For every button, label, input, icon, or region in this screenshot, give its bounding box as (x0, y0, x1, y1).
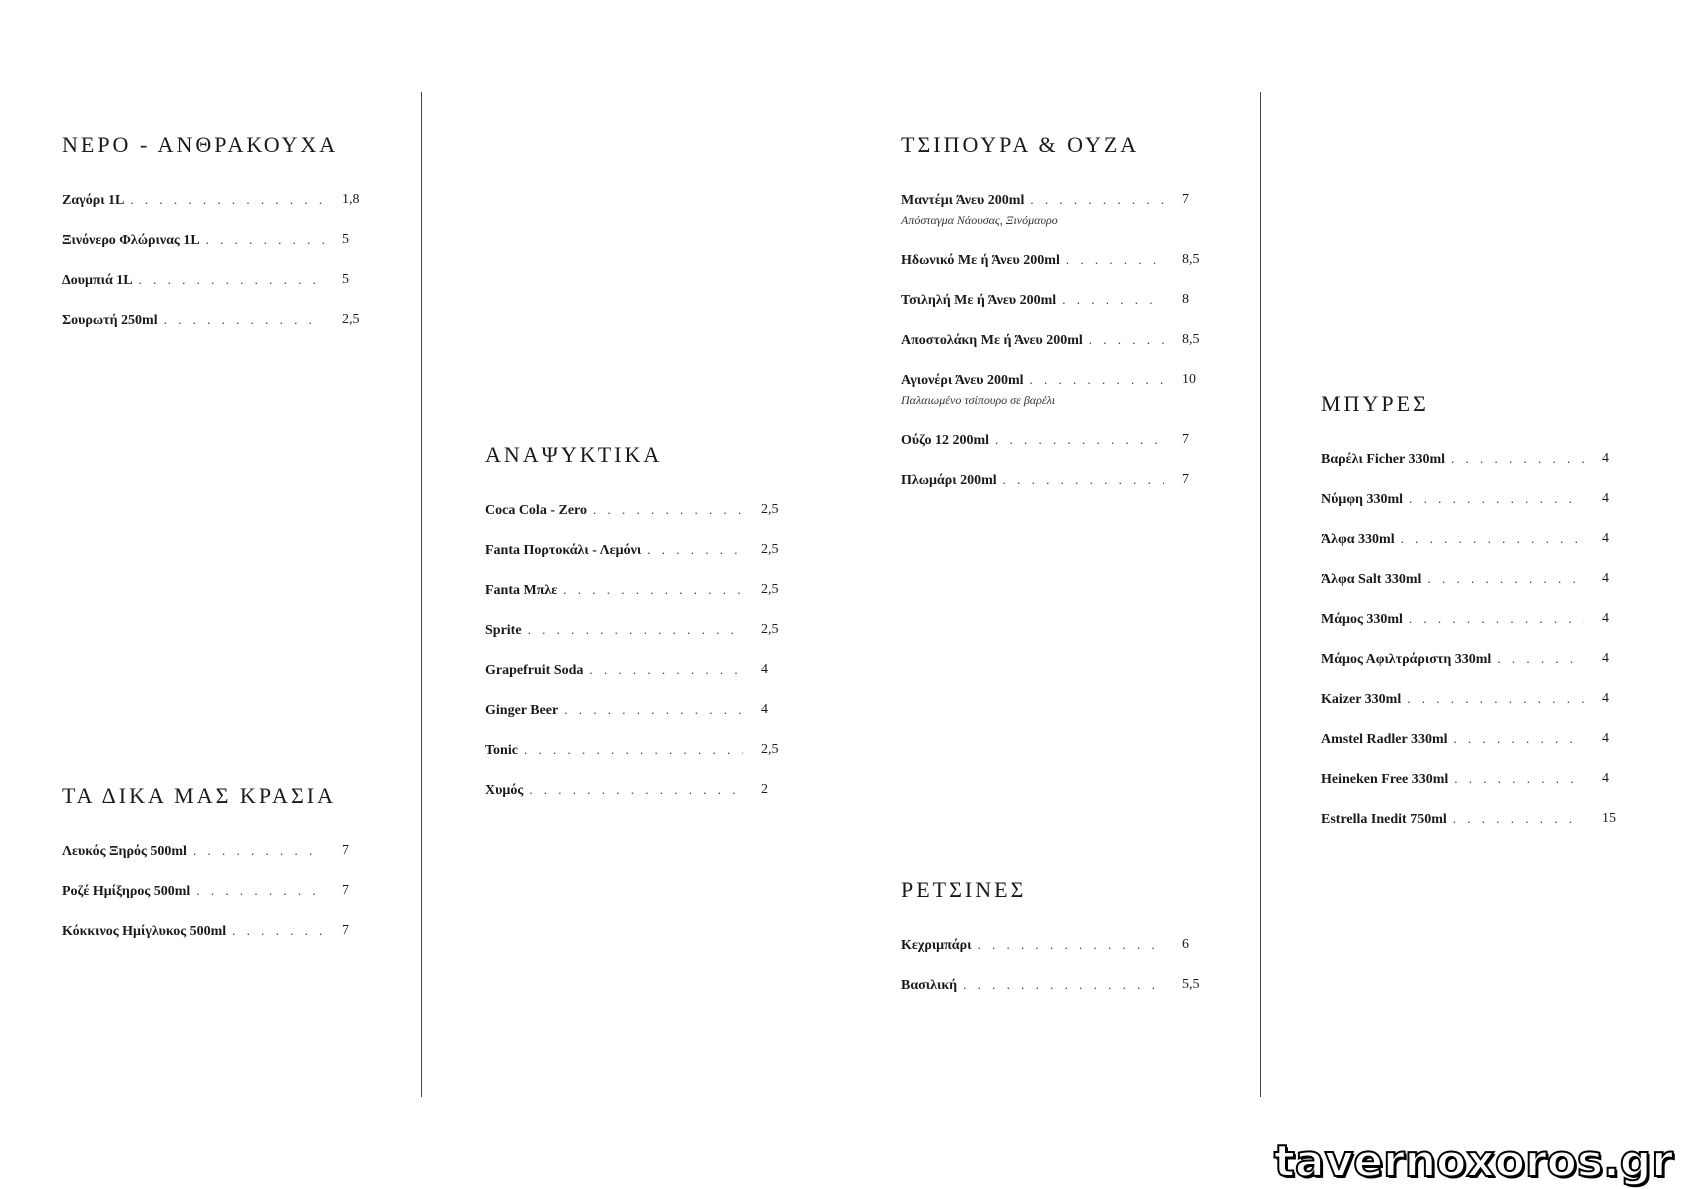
menu-item (1321, 731, 1621, 771)
menu-item-price: 4 (1602, 531, 1609, 546)
menu-item-price: 10 (1182, 372, 1196, 387)
menu-item (901, 252, 1211, 292)
menu-item (485, 742, 785, 782)
menu-item (901, 292, 1211, 332)
menu-item (485, 782, 785, 822)
menu-item-price: 2,5 (342, 312, 360, 327)
menu-item-price: 5 (342, 272, 349, 287)
menu-item-price: 2 (761, 782, 768, 797)
menu-item-name: Βασιλική (901, 978, 958, 993)
menu-list (485, 502, 785, 822)
menu-item-price: 6 (1182, 937, 1189, 952)
menu-item-name: Ούζο 12 200ml (901, 433, 990, 448)
dot-leader (1066, 252, 1164, 268)
menu-item-price: 15 (1602, 811, 1616, 826)
menu-item-price: 7 (342, 843, 349, 858)
menu-item-row (62, 272, 324, 290)
menu-item (485, 542, 785, 582)
dot-leader (1003, 472, 1164, 488)
dot-leader (1030, 192, 1164, 208)
menu-item-note: Παλαιωμένο τσίπουρο σε βαρέλι (901, 393, 1056, 407)
dot-leader (563, 582, 743, 598)
menu-item-row (62, 232, 324, 250)
menu-item (485, 622, 785, 662)
menu-list (62, 843, 362, 963)
dot-leader (196, 883, 324, 899)
dot-leader (139, 272, 324, 288)
menu-item-row (62, 883, 324, 901)
dot-leader (529, 782, 743, 798)
menu-item (901, 472, 1211, 512)
menu-item-name: Κεχριμπάρι (901, 938, 972, 953)
menu-item-price: 4 (1602, 491, 1609, 506)
menu-item-name: Βαρέλι Ficher 330ml (1321, 452, 1446, 467)
section-krasia (62, 783, 362, 963)
menu-item-name: Νύμφη 330ml (1321, 492, 1404, 507)
menu-item (62, 312, 362, 352)
dot-leader (647, 542, 743, 558)
dot-leader (593, 502, 743, 518)
menu-item-row (485, 782, 743, 800)
menu-item-name: Amstel Radler 330ml (1321, 732, 1448, 747)
menu-list (62, 192, 362, 352)
menu-item-price: 4 (1602, 451, 1609, 466)
menu-item (62, 192, 362, 232)
menu-item (1321, 651, 1621, 691)
menu-item-row (62, 843, 324, 861)
menu-item-price: 4 (761, 702, 768, 717)
menu-item (1321, 491, 1621, 531)
dot-leader (524, 742, 743, 758)
dot-leader (977, 937, 1164, 953)
menu-item (901, 937, 1211, 977)
menu-item-price: 4 (1602, 571, 1609, 586)
menu-item-row (901, 937, 1164, 955)
menu-item-row (1321, 651, 1584, 669)
menu-item-row (485, 542, 743, 560)
menu-item-name: Ροζέ Ημίξηρος 500ml (62, 884, 191, 899)
dot-leader (193, 843, 324, 859)
menu-item-name: Ζαγόρι 1L (62, 193, 125, 208)
menu-item-price: 4 (1602, 651, 1609, 666)
section-tsipoura (901, 132, 1211, 512)
dot-leader (1497, 651, 1584, 667)
menu-item-price: 4 (1602, 611, 1609, 626)
menu-item-name: Fanta Πορτοκάλι - Λεμόνι (485, 543, 642, 558)
menu-item-name: Ξινόνερο Φλώρινας 1L (62, 233, 200, 248)
menu-item-price: 7 (1182, 192, 1189, 207)
dot-leader (1454, 731, 1585, 747)
menu-item-name: Μάμος Αφιλτράριστη 330ml (1321, 652, 1492, 667)
menu-item-row (1321, 691, 1584, 709)
menu-item-price: 8,5 (1182, 252, 1200, 267)
menu-item-name: Χυμός (485, 783, 524, 798)
menu-item-row (1321, 491, 1584, 509)
menu-item-name: Heineken Free 330ml (1321, 772, 1449, 787)
dot-leader (1453, 811, 1584, 827)
menu-item-name: Τσιληλή Με ή Άνευ 200ml (901, 293, 1057, 308)
dot-leader (1089, 332, 1164, 348)
menu-item (1321, 771, 1621, 811)
menu-item-price: 7 (342, 923, 349, 938)
dot-leader (995, 432, 1164, 448)
dot-leader (130, 192, 324, 208)
menu-item-price: 1,8 (342, 192, 360, 207)
menu-item (1321, 571, 1621, 611)
menu-item-row (1321, 611, 1584, 629)
menu-item-row (901, 252, 1164, 270)
dot-leader (164, 312, 324, 328)
menu-item-name: Estrella Inedit 750ml (1321, 812, 1447, 827)
menu-item (1321, 811, 1621, 851)
menu-item-price: 7 (342, 883, 349, 898)
menu-item-row (62, 192, 324, 210)
menu-item-row (901, 192, 1164, 210)
menu-item-price: 8,5 (1182, 332, 1200, 347)
menu-item-price: 7 (1182, 472, 1189, 487)
menu-item-note: Απόσταγμα Νάουσας, Ξινόμαυρο (901, 213, 1058, 227)
menu-item-name: Λευκός Ξηρός 500ml (62, 844, 187, 859)
dot-leader (1401, 531, 1584, 547)
menu-item (1321, 611, 1621, 651)
menu-item-price: 5 (342, 232, 349, 247)
menu-item (485, 702, 785, 742)
menu-list (901, 192, 1211, 512)
menu-item (901, 372, 1211, 432)
menu-item (1321, 691, 1621, 731)
menu-item-name: Ginger Beer (485, 703, 559, 718)
menu-item-row (485, 662, 743, 680)
dot-leader (232, 923, 324, 939)
menu-item-name: Δουμπιά 1L (62, 273, 133, 288)
menu-item (62, 843, 362, 883)
section-title: ΤΣΙΠΟΥΡΑ & ΟΥΖΑ (901, 132, 1140, 157)
column-divider-right (1260, 92, 1261, 1097)
menu-item-name: Άλφα Salt 330ml (1321, 572, 1422, 587)
menu-item-price: 4 (761, 662, 768, 677)
menu-item-name: Fanta Μπλε (485, 583, 558, 598)
menu-item-row (485, 502, 743, 520)
menu-item (62, 883, 362, 923)
dot-leader (1409, 611, 1584, 627)
menu-item (485, 582, 785, 622)
section-title: ΜΠΥΡΕΣ (1321, 391, 1429, 416)
dot-leader (1427, 571, 1584, 587)
menu-item-name: Kaizer 330ml (1321, 692, 1402, 707)
menu-item-name: Μάμος 330ml (1321, 612, 1403, 627)
menu-item-price: 2,5 (761, 502, 779, 517)
menu-item-row (1321, 571, 1584, 589)
menu-item-name: Coca Cola - Zero (485, 503, 587, 518)
menu-item-name: Πλωμάρι 200ml (901, 473, 997, 488)
dot-leader (589, 662, 743, 678)
section-retsines (901, 877, 1211, 1017)
menu-item-price: 5,5 (1182, 977, 1200, 992)
menu-item (62, 232, 362, 272)
dot-leader (1451, 451, 1584, 467)
menu-item-price: 4 (1602, 771, 1609, 786)
dot-leader (528, 622, 743, 638)
dot-leader (206, 232, 324, 248)
section-title: ΡΕΤΣΙΝΕΣ (901, 877, 1027, 902)
menu-item (901, 977, 1211, 1017)
menu-item-name: Σουρωτή 250ml (62, 313, 158, 328)
dot-leader (1062, 292, 1164, 308)
menu-item-price: 2,5 (761, 542, 779, 557)
section-nero (62, 132, 362, 352)
menu-item-row (901, 472, 1164, 490)
menu-item-name: Άλφα 330ml (1321, 532, 1395, 547)
menu-item (485, 502, 785, 542)
menu-item-row (485, 582, 743, 600)
menu-item-price: 4 (1602, 731, 1609, 746)
menu-item-name: Grapefruit Soda (485, 663, 584, 678)
menu-item-price: 4 (1602, 691, 1609, 706)
menu-item (62, 923, 362, 963)
menu-item-row (62, 312, 324, 330)
menu-list (901, 937, 1211, 1017)
menu-item (901, 432, 1211, 472)
menu-item-price: 2,5 (761, 622, 779, 637)
menu-item-name: Αποστολάκη Με ή Άνευ 200ml (901, 333, 1083, 348)
dot-leader (1409, 491, 1584, 507)
menu-item-name: Αγιονέρι Άνευ 200ml (901, 373, 1024, 388)
menu-item-row (901, 332, 1164, 350)
menu-item-row (485, 702, 743, 720)
section-byres (1321, 391, 1621, 851)
section-title: ΤΑ ΔΙΚΑ ΜΑΣ ΚΡΑΣΙΑ (62, 783, 336, 808)
dot-leader (1454, 771, 1584, 787)
menu-item (901, 332, 1211, 372)
menu-item-row (901, 977, 1164, 995)
column-divider-left (421, 92, 422, 1097)
dot-leader (1030, 372, 1164, 388)
menu-item (485, 662, 785, 702)
section-title: ΑΝΑΨΥΚΤΙΚΑ (485, 442, 663, 467)
menu-item-name: Ηδωνικό Με ή Άνευ 200ml (901, 253, 1060, 268)
menu-item-row (1321, 731, 1584, 749)
menu-item (1321, 451, 1621, 491)
menu-item (901, 192, 1211, 252)
menu-item-price: 2,5 (761, 582, 779, 597)
menu-item (62, 272, 362, 312)
dot-leader (564, 702, 743, 718)
menu-list (1321, 451, 1621, 851)
menu-item-row (1321, 451, 1584, 469)
menu-item-row (485, 622, 743, 640)
dot-leader (963, 977, 1164, 993)
watermark-text: tavernoxoros.gr (1273, 1136, 1673, 1187)
menu-item-name: Κόκκινος Ημίγλυκος 500ml (62, 924, 227, 939)
menu-item-row (1321, 811, 1584, 829)
dot-leader (1407, 691, 1584, 707)
menu-item-row (901, 372, 1164, 390)
menu-item-price: 8 (1182, 292, 1189, 307)
menu-item (1321, 531, 1621, 571)
menu-item-row (1321, 531, 1584, 549)
menu-item-price: 2,5 (761, 742, 779, 757)
menu-item-row (485, 742, 743, 760)
menu-item-name: Sprite (485, 623, 522, 638)
menu-item-name: Μαντέμι Άνευ 200ml (901, 193, 1025, 208)
menu-item-price: 7 (1182, 432, 1189, 447)
section-title: ΝΕΡΟ - ΑΝΘΡΑΚΟΥΧΑ (62, 132, 339, 157)
section-anapsyktika (485, 442, 785, 822)
menu-item-row (901, 432, 1164, 450)
menu-item-row (62, 923, 324, 941)
menu-item-row (901, 292, 1164, 310)
menu-item-row (1321, 771, 1584, 789)
menu-item-name: Tonic (485, 743, 518, 758)
